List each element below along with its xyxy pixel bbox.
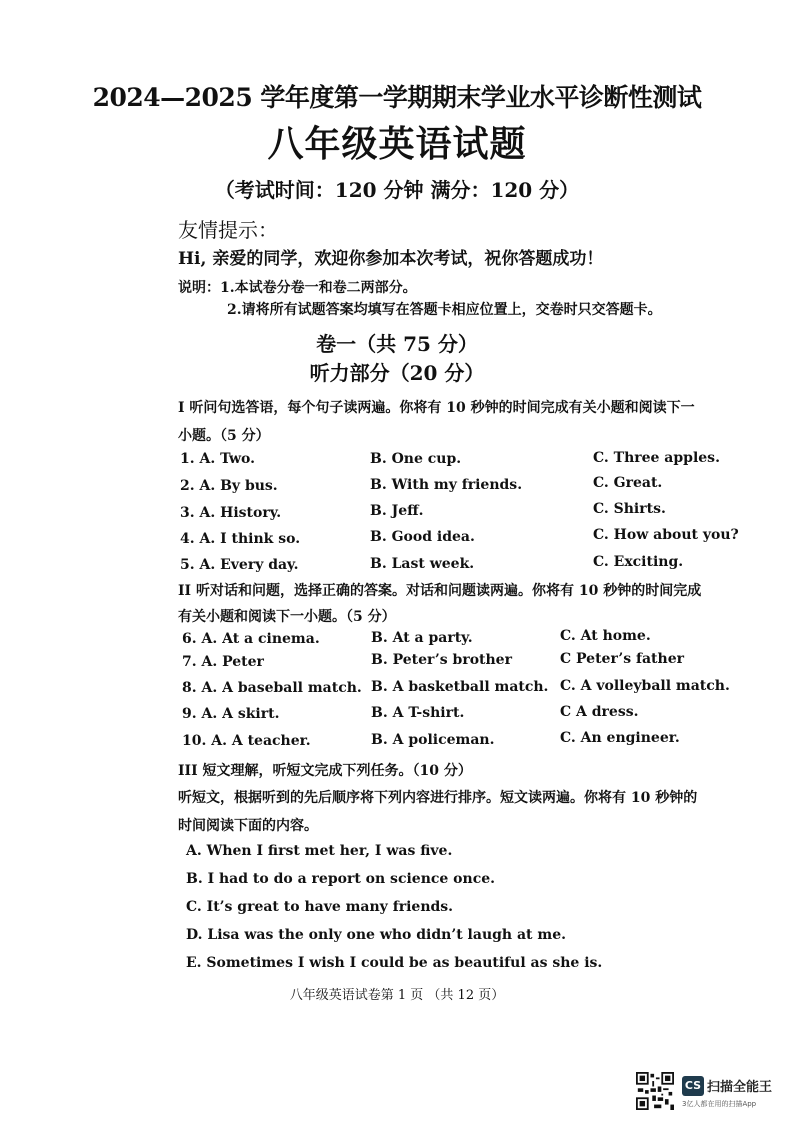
question-option-c: C. Exciting. [593, 554, 684, 570]
section-3-instruction-cont: 时间阅读下面的内容。 [178, 818, 318, 834]
question-option-a: 5. A. Every day. [180, 557, 299, 573]
question-option-a: 1. A. Two. [180, 451, 255, 467]
page-footer: 八年级英语试卷第 1 页 （共 12 页） [289, 988, 505, 1003]
question-option-b: B. Jeff. [370, 503, 424, 519]
ordering-item: E. Sometimes I wish I could be as beautiful as she is. [186, 955, 603, 971]
exam-time-score: （考试时间：120 分钟 满分：120 分） [214, 178, 580, 202]
question-option-a: 3. A. History. [180, 505, 282, 521]
question-option-b: B. At a party. [371, 630, 473, 646]
exam-main-title: 2024—2025 学年度第一学期期末学业水平诊断性测试 [92, 83, 702, 112]
section-1-instruction: I 听问句选答语，每个句子读两遍。你将有 10 秒钟的时间完成有关小题和阅读下一 [178, 400, 695, 416]
ordering-item: C. It’s great to have many friends. [186, 899, 454, 915]
section-3-instruction: 听短文，根据听到的先后顺序将下列内容进行排序。短文读两遍。你将有 10 秒钟的 [178, 790, 698, 806]
tips-heading: 友情提示： [178, 218, 278, 242]
section-1-instruction-cont: 小题。（5 分） [178, 428, 270, 444]
ordering-item: B. I had to do a report on science once. [186, 871, 495, 887]
question-option-c: C. Great. [593, 475, 663, 491]
question-option-b: B. Last week. [370, 556, 475, 572]
listening-title: 听力部分（20 分） [309, 361, 485, 385]
question-option-c: C. Three apples. [593, 450, 720, 466]
question-option-c: C A dress. [560, 704, 639, 720]
exam-subject-title: 八年级英语试题 [267, 123, 527, 165]
question-option-b: B. With my friends. [370, 477, 523, 493]
ordering-item: D. Lisa was the only one who didn’t laugh at me. [186, 927, 566, 943]
qr-code-icon [636, 1072, 674, 1110]
camscanner-logo: CS [682, 1076, 704, 1096]
question-option-a: 2. A. By bus. [180, 478, 278, 494]
question-option-b: B. One cup. [370, 451, 462, 467]
question-option-c: C Peter’s father [560, 651, 684, 667]
section-2-instruction-cont: 有关小题和阅读下一小题。（5 分） [178, 609, 396, 625]
paper-one-title: 卷一（共 75 分） [316, 332, 478, 356]
question-option-a: 4. A. I think so. [180, 531, 301, 547]
question-option-c: C. Shirts. [593, 501, 666, 517]
question-option-c: C. A volleyball match. [560, 678, 730, 694]
question-option-a: 10. A. A teacher. [182, 733, 311, 749]
ordering-item: A. When I first met her, I was five. [186, 843, 453, 859]
question-option-a: 6. A. At a cinema. [182, 631, 320, 647]
note-line-1: 说明：1.本试卷分卷一和卷二两部分。 [178, 280, 417, 296]
question-option-b: B. Peter’s brother [371, 652, 512, 668]
section-2-instruction: II 听对话和问题，选择正确的答案。对话和问题读两遍。你将有 10 秒钟的时间完成 [178, 583, 702, 599]
question-option-c: C. An engineer. [560, 730, 680, 746]
note-line-2: 2.请将所有试题答案均填写在答题卡相应位置上，交卷时只交答题卡。 [227, 302, 662, 318]
question-option-a: 8. A. A baseball match. [182, 680, 362, 696]
greeting-text: Hi, 亲爱的同学，欢迎你参加本次考试，祝你答题成功！ [178, 249, 604, 269]
question-option-b: B. A policeman. [371, 732, 495, 748]
question-option-a: 7. A. Peter [182, 654, 264, 670]
question-option-b: B. A T-shirt. [371, 705, 465, 721]
question-option-b: B. Good idea. [370, 529, 475, 545]
question-option-b: B. A basketball match. [371, 679, 549, 695]
camscanner-app-name: 扫描全能王 [707, 1080, 773, 1095]
question-option-c: C. How about you? [593, 527, 739, 543]
question-option-c: C. At home. [560, 628, 651, 644]
question-option-a: 9. A. A skirt. [182, 706, 280, 722]
section-3-title: III 短文理解，听短文完成下列任务。（10 分） [178, 763, 472, 779]
camscanner-tagline: 3亿人都在用的扫描App [682, 1100, 757, 1108]
